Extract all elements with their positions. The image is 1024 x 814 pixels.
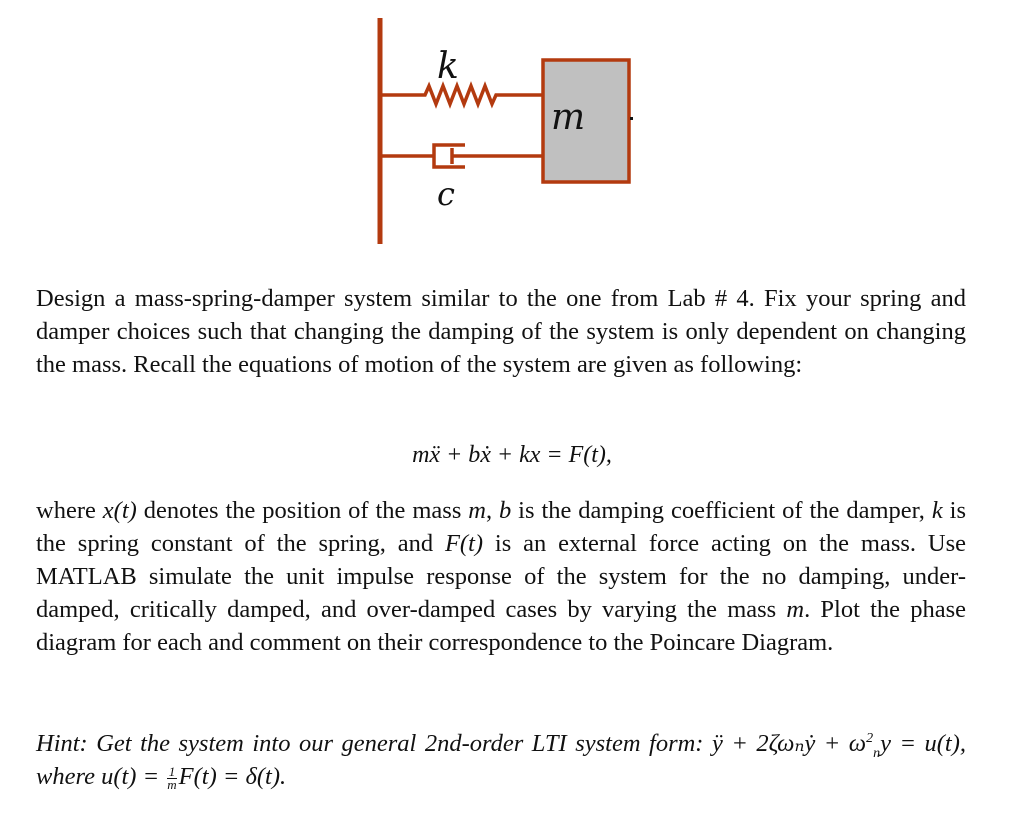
damper (380, 145, 543, 167)
position-marker (630, 117, 633, 120)
hint-paragraph: Hint: Get the system into our general 2nd-order LTI system form: ÿ + 2ζωₙẏ + $\omega^2_ny = u(t)$, where u(t) = $\frac{1}{m}$ F(t) = δ(t). (36, 730, 967, 792)
mass-label: m (551, 97, 586, 138)
damper-label: c (437, 175, 455, 213)
fraction-one-over-m: $\frac{1}{m}$ (167, 763, 177, 792)
equation-of-motion: mẍ + bẋ + kx = F(t), (412, 442, 612, 468)
definitions-paragraph: where x(t) denotes the position of the mass m, b is the damping coefficient of the damper, k is the spring constant of the spring, and F(t) is an external force acting on the mass. Use MATLAB simulate the unit impulse response of the system for the no damping, under-damped, critically damped, and over-damped cases by varying the mass m. Plot the phase diagram for each and comment on their correspondence to the Poincare Diagram. (36, 497, 966, 656)
spring (380, 86, 543, 104)
mass-spring-damper-diagram (0, 0, 1024, 260)
spring-label: k (437, 46, 459, 87)
problem-paragraph: Design a mass-spring-damper system similar to the one from Lab # 4. Fix your spring and damper choices such that changing the damping of the system is only dependent on changing the mass. Recall the equations of motion of the system are given as following: (36, 285, 966, 378)
